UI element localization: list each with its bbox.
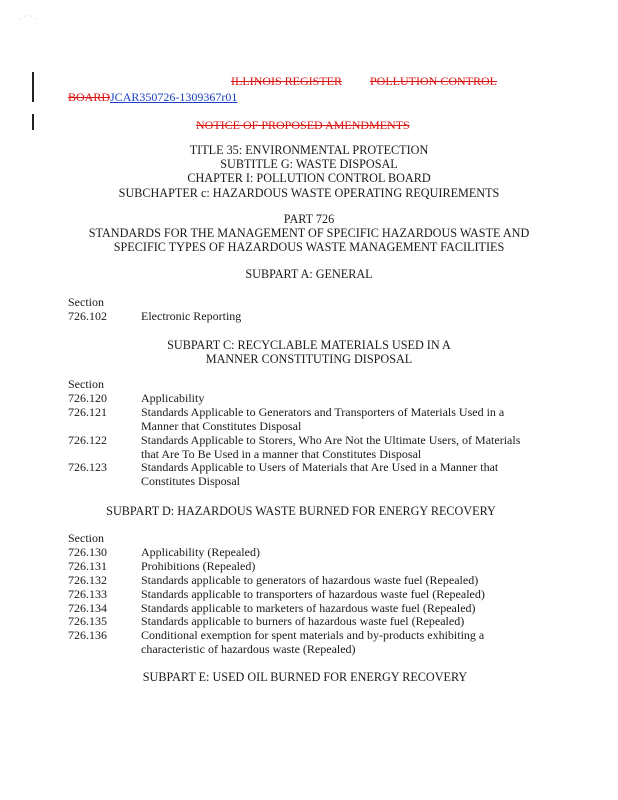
chapter-line: CHAPTER I: POLLUTION CONTROL BOARD xyxy=(187,171,431,186)
section-number: 726.133 xyxy=(68,586,107,601)
section-title: Electronic Reporting xyxy=(141,308,242,323)
part-title-line1: STANDARDS FOR THE MANAGEMENT OF SPECIFIC HAZARDOUS WASTE AND xyxy=(88,226,530,241)
toc-row xyxy=(68,588,538,602)
toc-row xyxy=(68,310,538,324)
section-title: Prohibitions (Repealed) xyxy=(141,558,256,573)
section-number: 726.122 xyxy=(68,432,107,447)
subpart-d-toc xyxy=(68,532,538,657)
section-number: 726.132 xyxy=(68,572,107,587)
subpart-c-heading xyxy=(0,338,618,366)
toc-row xyxy=(68,560,538,574)
change-bar xyxy=(32,72,34,102)
toc-row xyxy=(68,615,538,629)
toc-row xyxy=(68,574,538,588)
section-label: Section xyxy=(68,531,104,545)
register-header: ILLINOIS REGISTER xyxy=(231,74,342,88)
section-title: Standards applicable to generators of hazardous waste fuel (Repealed) xyxy=(141,572,479,587)
subchapter-line: SUBCHAPTER c: HAZARDOUS WASTE OPERATING REQUIREMENTS xyxy=(118,185,500,200)
part-heading xyxy=(0,212,618,255)
section-number: 726.136 xyxy=(68,628,107,643)
section-number: 726.120 xyxy=(68,390,107,405)
section-title: Standards Applicable to Generators and Transporters of Materials Used in a Manner that Constitutes Disposal xyxy=(141,404,505,433)
section-title: Standards applicable to transporters of hazardous waste fuel (Repealed) xyxy=(141,586,485,601)
section-label: Section xyxy=(68,295,104,309)
subpart-a-heading: SUBPART A: GENERAL xyxy=(245,267,373,281)
board-header-line2 xyxy=(68,90,237,104)
toc-row xyxy=(68,434,538,462)
section-number: 726.121 xyxy=(68,404,107,419)
section-title: Standards Applicable to Users of Materials that Are Used in a Manner that Constitutes Disposal xyxy=(141,460,499,489)
section-number: 726.130 xyxy=(68,544,107,559)
section-title: Conditional exemption for spent materials and by-products exhibiting a characteristic of hazardous waste (Repealed) xyxy=(141,628,485,657)
section-title: Standards applicable to marketers of hazardous waste fuel (Repealed) xyxy=(141,600,476,615)
subtitle-line: SUBTITLE G: WASTE DISPOSAL xyxy=(220,157,398,172)
subpart-d-heading: SUBPART D: HAZARDOUS WASTE BURNED FOR ENERGY RECOVERY xyxy=(106,504,496,518)
board-header-part2: BOARD xyxy=(68,90,111,104)
toc-row xyxy=(68,546,538,560)
section-number: 726.102 xyxy=(68,308,107,323)
toc-row xyxy=(68,629,538,657)
subpart-c-heading-line2: MANNER CONSTITUTING DISPOSAL xyxy=(205,352,413,367)
jcar-doc-id: JCAR350726-1309367r01 xyxy=(110,90,238,104)
section-number: 726.131 xyxy=(68,558,107,573)
part-title-line2: SPECIFIC TYPES OF HAZARDOUS WASTE MANAGEMENT FACILITIES xyxy=(113,240,505,255)
section-title: Standards applicable to burners of hazardous waste fuel (Repealed) xyxy=(141,614,465,629)
board-header-part1: POLLUTION CONTROL xyxy=(370,74,497,88)
scan-artifact: · ˊ ˋ · xyxy=(18,14,37,24)
section-title: Applicability (Repealed) xyxy=(141,544,260,559)
section-number: 726.134 xyxy=(68,600,107,615)
toc-row xyxy=(68,392,538,406)
subpart-c-heading-line1: SUBPART C: RECYCLABLE MATERIALS USED IN A xyxy=(167,338,451,352)
change-bar xyxy=(32,114,34,130)
toc-row xyxy=(68,461,538,489)
title-block xyxy=(0,143,618,200)
section-title: Standards Applicable to Storers, Who Are Not the Ultimate Users, of Materials that Are To Be Used in a manner that Constitutes Disposal xyxy=(141,432,521,461)
subpart-c-toc xyxy=(68,378,538,489)
part-number: PART 726 xyxy=(283,212,335,226)
subpart-e-heading: SUBPART E: USED OIL BURNED FOR ENERGY RECOVERY xyxy=(142,670,468,684)
toc-row xyxy=(68,406,538,434)
toc-row xyxy=(68,602,538,616)
subpart-a-toc xyxy=(68,296,538,324)
section-title: Applicability xyxy=(141,390,205,405)
section-number: 726.135 xyxy=(68,614,107,629)
section-number: 726.123 xyxy=(68,460,107,475)
title-line: TITLE 35: ENVIRONMENTAL PROTECTION xyxy=(189,143,429,157)
section-label: Section xyxy=(68,377,104,391)
notice-header: NOTICE OF PROPOSED AMENDMENTS xyxy=(196,118,410,132)
